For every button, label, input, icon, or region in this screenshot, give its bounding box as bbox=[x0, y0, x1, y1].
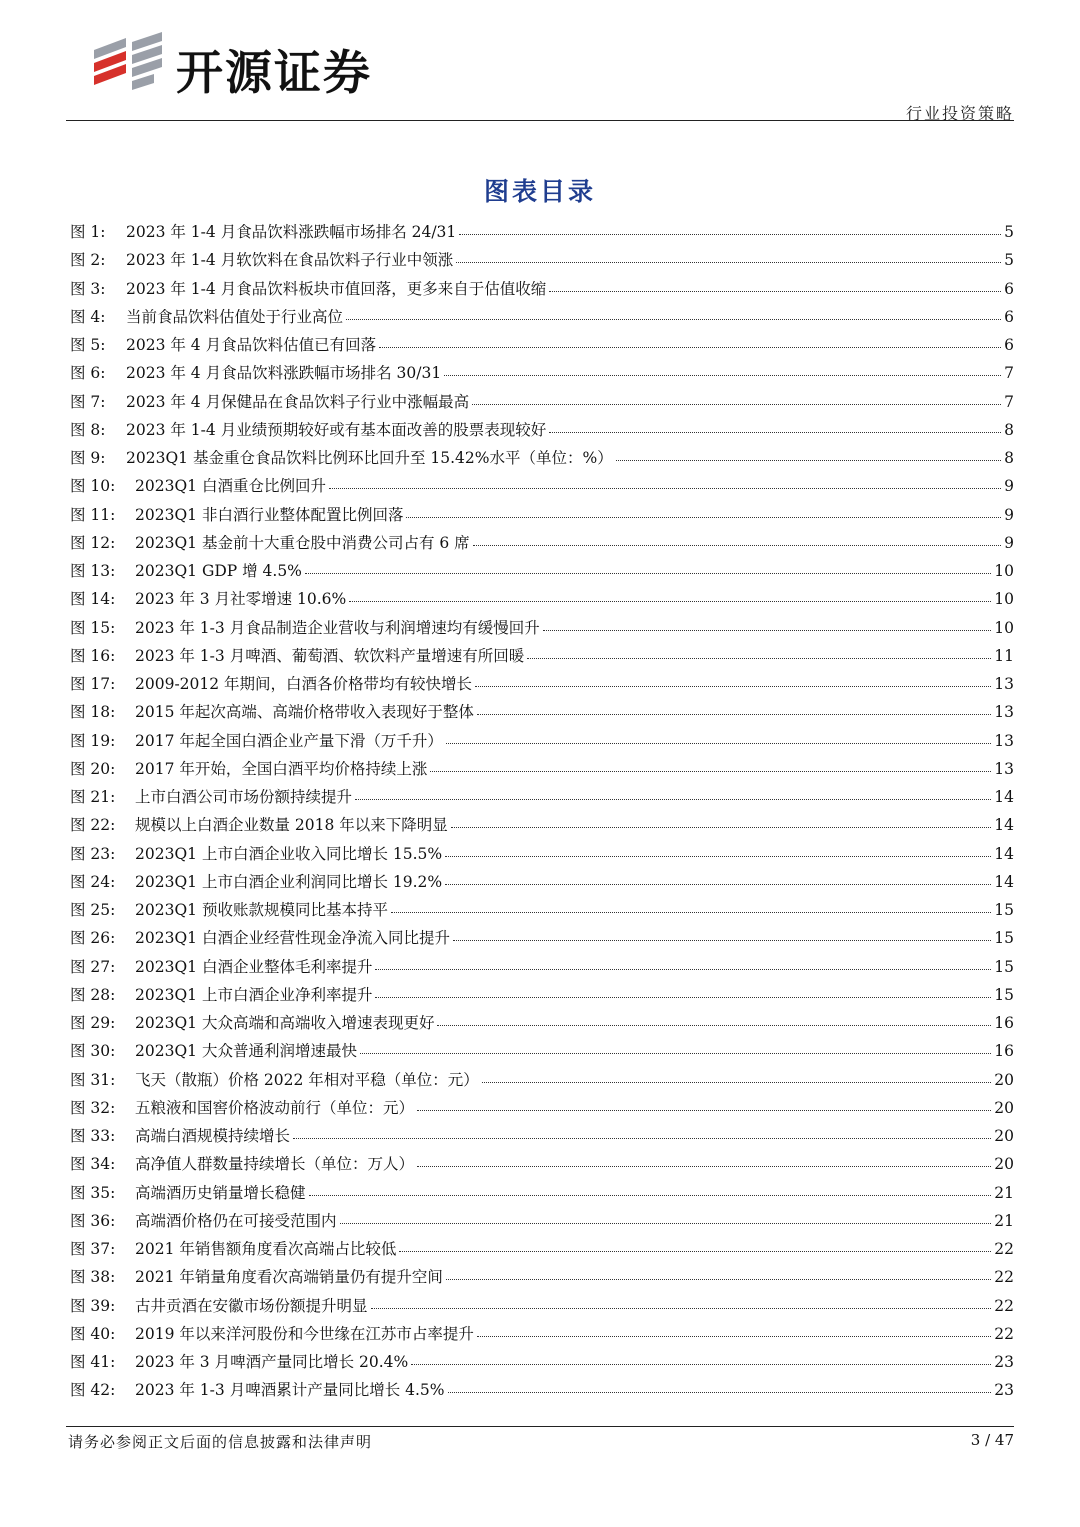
toc-item-leader bbox=[527, 648, 991, 659]
toc-item[interactable] bbox=[70, 981, 1014, 1009]
toc-item-leader bbox=[309, 1185, 992, 1196]
toc-item-text: 2023 年 4 月食品饮料涨跌幅市场排名 30/31 bbox=[126, 364, 442, 383]
toc-item-label: 图 21: bbox=[70, 788, 116, 806]
toc-item-leader bbox=[406, 507, 1001, 518]
toc-item-text: 飞天（散瓶）价格 2022 年相对平稳（单位：元） bbox=[135, 1070, 479, 1089]
toc-item-label: 图 39: bbox=[70, 1296, 116, 1315]
brand-logo bbox=[88, 32, 428, 101]
toc-item-page: 16 bbox=[994, 1014, 1014, 1032]
toc-item-leader bbox=[448, 1382, 992, 1393]
toc-item-label: 图 28: bbox=[70, 985, 116, 1004]
toc-item-page: 20 bbox=[994, 1098, 1014, 1117]
toc-item-label: 图 25: bbox=[70, 901, 116, 919]
toc-item-label: 图 9: bbox=[70, 449, 106, 467]
toc-item-label: 图 37: bbox=[70, 1240, 116, 1258]
toc-item-leader bbox=[616, 450, 1001, 461]
toc-item-label: 图 3: bbox=[70, 279, 106, 298]
toc-item-label: 图 11: bbox=[70, 505, 116, 524]
toc-list bbox=[70, 218, 1014, 1405]
toc-item-page: 14 bbox=[994, 788, 1014, 806]
toc-item-label: 图 38: bbox=[70, 1268, 116, 1287]
toc-item-label: 图 32: bbox=[70, 1098, 116, 1117]
toc-item-label: 图 14: bbox=[70, 590, 116, 609]
toc-item-page: 14 bbox=[994, 872, 1014, 891]
toc-item[interactable] bbox=[70, 501, 1014, 529]
toc-item[interactable] bbox=[70, 1122, 1014, 1150]
toc-item-leader bbox=[475, 676, 991, 687]
toc-item-label: 图 1: bbox=[70, 223, 106, 241]
toc-item-leader bbox=[355, 789, 991, 800]
toc-item-label: 图 2: bbox=[70, 251, 106, 270]
toc-item-text: 上市白酒公司市场份额持续提升 bbox=[135, 788, 353, 806]
toc-item-text: 2023 年 4 月食品饮料估值已有回落 bbox=[126, 336, 377, 354]
toc-item-page: 15 bbox=[994, 985, 1014, 1004]
toc-item-label: 图 20: bbox=[70, 759, 116, 778]
toc-item-label: 图 24: bbox=[70, 872, 116, 891]
toc-item-label: 图 36: bbox=[70, 1211, 116, 1230]
toc-item-text: 2023Q1 上市白酒企业净利率提升 bbox=[135, 985, 373, 1004]
toc-item[interactable] bbox=[70, 218, 1014, 246]
toc-item-page: 13 bbox=[994, 703, 1014, 722]
toc-item-text: 2021 年销量角度看次高端销量仍有提升空间 bbox=[135, 1268, 443, 1287]
header-divider bbox=[66, 120, 1014, 121]
toc-item-leader bbox=[399, 1241, 991, 1252]
toc-item-leader bbox=[340, 1213, 992, 1224]
toc-item[interactable] bbox=[70, 359, 1014, 387]
toc-item-page: 9 bbox=[1004, 533, 1014, 552]
toc-item[interactable] bbox=[70, 472, 1014, 500]
toc-item-label: 图 18: bbox=[70, 703, 116, 722]
toc-item[interactable] bbox=[70, 1066, 1014, 1094]
toc-item-label: 图 19: bbox=[70, 731, 116, 750]
toc-item[interactable] bbox=[70, 1150, 1014, 1178]
toc-item-label: 图 35: bbox=[70, 1183, 116, 1202]
toc-item-text: 古井贡酒在安徽市场份额提升明显 bbox=[135, 1296, 368, 1315]
page-number: 3 / 47 bbox=[970, 1431, 1014, 1449]
toc-item-leader bbox=[375, 987, 991, 998]
toc-item-page: 7 bbox=[1004, 392, 1014, 411]
toc-item-page: 6 bbox=[1004, 336, 1014, 354]
toc-item-text: 2023Q1 大众高端和高端收入增速表现更好 bbox=[135, 1014, 435, 1032]
toc-item-text: 2023 年 1-3 月啤酒累计产量同比增长 4.5% bbox=[135, 1381, 445, 1400]
toc-item-label: 图 10: bbox=[70, 477, 116, 496]
toc-item-text: 2017 年开始，全国白酒平均价格持续上涨 bbox=[135, 759, 428, 778]
toc-item-label: 图 26: bbox=[70, 929, 116, 948]
toc-item-text: 2023 年 3 月啤酒产量同比增长 20.4% bbox=[135, 1353, 409, 1371]
toc-item[interactable] bbox=[70, 614, 1014, 642]
toc-item-leader bbox=[482, 1072, 991, 1083]
toc-item-label: 图 17: bbox=[70, 675, 116, 693]
toc-item-label: 图 22: bbox=[70, 816, 116, 835]
toc-item-page: 9 bbox=[1004, 505, 1014, 524]
toc-item-text: 2023 年 1-3 月啤酒、葡萄酒、软饮料产量增速有所回暖 bbox=[135, 646, 525, 665]
footer-divider bbox=[66, 1426, 1014, 1427]
brand-name: 开源证券 bbox=[176, 46, 372, 101]
toc-item-text: 2023 年 3 月社零增速 10.6% bbox=[135, 590, 347, 609]
toc-item[interactable] bbox=[70, 1009, 1014, 1037]
toc-item-page: 23 bbox=[994, 1353, 1014, 1371]
toc-item-label: 图 15: bbox=[70, 618, 116, 637]
toc-item-leader bbox=[417, 1100, 991, 1111]
toc-item[interactable] bbox=[70, 670, 1014, 698]
toc-item[interactable] bbox=[70, 1376, 1014, 1404]
toc-item[interactable] bbox=[70, 1263, 1014, 1291]
report-category: 行业投资策略 bbox=[905, 104, 1014, 123]
toc-item-text: 2023Q1 白酒重仓比例回升 bbox=[135, 477, 326, 496]
toc-item[interactable] bbox=[70, 529, 1014, 557]
toc-item[interactable] bbox=[70, 1207, 1014, 1235]
toc-item[interactable] bbox=[70, 557, 1014, 585]
toc-item-text: 2023Q1 上市白酒企业利润同比增长 19.2% bbox=[135, 872, 443, 891]
toc-item-text: 2023Q1 白酒企业整体毛利率提升 bbox=[135, 957, 373, 976]
toc-item-leader bbox=[477, 1326, 991, 1337]
toc-item-leader bbox=[549, 422, 1001, 433]
toc-item-page: 10 bbox=[994, 618, 1014, 637]
toc-item-leader bbox=[453, 930, 991, 941]
toc-item-label: 图 30: bbox=[70, 1042, 116, 1061]
toc-item-text: 2023 年 1-4 月食品饮料涨跌幅市场排名 24/31 bbox=[126, 223, 457, 241]
toc-item-text: 2023 年 4 月保健品在食品饮料子行业中涨幅最高 bbox=[126, 392, 470, 411]
toc-item-page: 21 bbox=[994, 1211, 1014, 1230]
toc-item-page: 20 bbox=[994, 1155, 1014, 1174]
toc-item-text: 2023Q1 GDP 增 4.5% bbox=[135, 562, 302, 580]
toc-item-leader bbox=[543, 620, 992, 631]
toc-item-page: 10 bbox=[994, 590, 1014, 609]
toc-item-leader bbox=[346, 309, 1001, 320]
toc-item-page: 15 bbox=[994, 929, 1014, 948]
toc-item-leader bbox=[375, 959, 991, 970]
toc-item-text: 2023Q1 预收账款规模同比基本持平 bbox=[135, 901, 388, 919]
toc-item[interactable] bbox=[70, 755, 1014, 783]
footer-disclaimer: 请务必参阅正文后面的信息披露和法律声明 bbox=[68, 1433, 373, 1451]
toc-item-leader bbox=[293, 1128, 991, 1139]
toc-item[interactable] bbox=[70, 868, 1014, 896]
toc-item-leader bbox=[379, 337, 1001, 348]
toc-item-page: 13 bbox=[994, 731, 1014, 750]
toc-item-label: 图 8: bbox=[70, 420, 106, 439]
toc-item[interactable] bbox=[70, 1179, 1014, 1207]
toc-item-label: 图 16: bbox=[70, 646, 116, 665]
toc-item-leader bbox=[451, 817, 991, 828]
toc-item-label: 图 12: bbox=[70, 533, 116, 552]
toc-item[interactable] bbox=[70, 1348, 1014, 1376]
toc-item-page: 8 bbox=[1004, 420, 1014, 439]
toc-item-page: 22 bbox=[994, 1268, 1014, 1287]
toc-item[interactable] bbox=[70, 1094, 1014, 1122]
toc-item-label: 图 29: bbox=[70, 1014, 116, 1032]
toc-item-label: 图 13: bbox=[70, 562, 116, 580]
toc-item-text: 2009-2012 年期间，白酒各价格带均有较快增长 bbox=[135, 675, 473, 693]
toc-item-leader bbox=[444, 365, 1001, 376]
toc-item-leader bbox=[349, 591, 991, 602]
toc-item-label: 图 40: bbox=[70, 1324, 116, 1343]
toc-item-label: 图 4: bbox=[70, 307, 106, 326]
toc-item-leader bbox=[430, 761, 991, 772]
toc-item[interactable] bbox=[70, 331, 1014, 359]
toc-item-label: 图 23: bbox=[70, 844, 116, 863]
toc-item-leader bbox=[305, 563, 991, 574]
toc-item-leader bbox=[446, 733, 991, 744]
toc-item-page: 13 bbox=[994, 675, 1014, 693]
toc-item[interactable] bbox=[70, 275, 1014, 303]
toc-item-label: 图 6: bbox=[70, 364, 106, 383]
page-header bbox=[0, 0, 1080, 125]
toc-item[interactable] bbox=[70, 896, 1014, 924]
toc-item-text: 2017 年起全国白酒企业产量下滑（万千升） bbox=[135, 731, 443, 750]
toc-item-label: 图 42: bbox=[70, 1381, 116, 1400]
toc-item-leader bbox=[329, 478, 1001, 489]
toc-item-leader bbox=[445, 846, 991, 857]
toc-item[interactable] bbox=[70, 953, 1014, 981]
toc-item-text: 2023Q1 基金重仓食品饮料比例环比回升至 15.42%水平（单位：%） bbox=[126, 449, 613, 467]
toc-item[interactable] bbox=[70, 783, 1014, 811]
toc-item-leader bbox=[456, 252, 1001, 263]
toc-item-text: 高净值人群数量持续增长（单位：万人） bbox=[135, 1155, 415, 1174]
toc-item-text: 高端白酒规模持续增长 bbox=[135, 1127, 291, 1145]
toc-item-leader bbox=[459, 224, 1001, 235]
toc-item-label: 图 33: bbox=[70, 1127, 116, 1145]
toc-item-leader bbox=[371, 1298, 992, 1309]
toc-item[interactable] bbox=[70, 1235, 1014, 1263]
toc-item[interactable] bbox=[70, 642, 1014, 670]
toc-item[interactable] bbox=[70, 388, 1014, 416]
toc-item-text: 2023Q1 上市白酒企业收入同比增长 15.5% bbox=[135, 844, 443, 863]
toc-item-page: 15 bbox=[994, 901, 1014, 919]
toc-item-page: 8 bbox=[1004, 449, 1014, 467]
toc-item-page: 22 bbox=[994, 1296, 1014, 1315]
toc-item-text: 2023 年 1-4 月业绩预期较好或有基本面改善的股票表现较好 bbox=[126, 420, 547, 439]
toc-item-leader bbox=[360, 1043, 991, 1054]
toc-item-text: 五粮液和国窖价格波动前行（单位：元） bbox=[135, 1098, 415, 1117]
toc-item-page: 9 bbox=[1004, 477, 1014, 496]
toc-item[interactable] bbox=[70, 811, 1014, 839]
toc-item-leader bbox=[549, 281, 1001, 292]
toc-item-text: 2019 年以来洋河股份和今世缘在江苏市占率提升 bbox=[135, 1324, 474, 1343]
toc-item-leader bbox=[391, 902, 991, 913]
toc-item-text: 2023 年 1-4 月食品饮料板块市值回落，更多来自于估值收缩 bbox=[126, 279, 547, 298]
toc-item-page: 15 bbox=[994, 957, 1014, 976]
toc-item-leader bbox=[477, 704, 991, 715]
toc-item-label: 图 27: bbox=[70, 957, 116, 976]
toc-item-text: 2015 年起次高端、高端价格带收入表现好于整体 bbox=[135, 703, 474, 722]
toc-item-label: 图 34: bbox=[70, 1155, 116, 1174]
toc-item-text: 2023 年 1-4 月软饮料在食品饮料子行业中领涨 bbox=[126, 251, 454, 270]
toc-item[interactable] bbox=[70, 727, 1014, 755]
toc-item-text: 2023Q1 基金前十大重仓股中消费公司占有 6 席 bbox=[135, 533, 470, 552]
toc-item-page: 11 bbox=[994, 646, 1014, 665]
toc-item-page: 10 bbox=[994, 562, 1014, 580]
toc-item-page: 5 bbox=[1004, 251, 1014, 270]
toc-item-leader bbox=[417, 1156, 991, 1167]
toc-item-page: 20 bbox=[994, 1070, 1014, 1089]
toc-title: 图表目录 bbox=[483, 177, 596, 206]
toc-item-page: 5 bbox=[1004, 223, 1014, 241]
toc-item-leader bbox=[411, 1354, 991, 1365]
toc-item-page: 13 bbox=[994, 759, 1014, 778]
toc-item-leader bbox=[446, 1269, 991, 1280]
toc-item[interactable] bbox=[70, 1037, 1014, 1065]
toc-item-leader bbox=[472, 394, 1001, 405]
toc-item-text: 高端酒价格仍在可接受范围内 bbox=[135, 1211, 337, 1230]
toc-item-text: 2023 年 1-3 月食品制造企业营收与利润增速均有缓慢回升 bbox=[135, 618, 540, 637]
toc-item-page: 22 bbox=[994, 1240, 1014, 1258]
toc-item-text: 规模以上白酒企业数量 2018 年以来下降明显 bbox=[135, 816, 448, 835]
toc-item[interactable] bbox=[70, 585, 1014, 613]
toc-item-leader bbox=[445, 874, 991, 885]
toc-item-page: 14 bbox=[994, 816, 1014, 835]
toc-item[interactable] bbox=[70, 303, 1014, 331]
toc-item-page: 22 bbox=[994, 1324, 1014, 1343]
toc-item[interactable] bbox=[70, 444, 1014, 472]
toc-item-text: 当前食品饮料估值处于行业高位 bbox=[126, 307, 344, 326]
brand-logo-icon bbox=[88, 32, 168, 98]
toc-item[interactable] bbox=[70, 1292, 1014, 1320]
toc-item[interactable] bbox=[70, 840, 1014, 868]
toc-item-page: 21 bbox=[994, 1183, 1014, 1202]
toc-item[interactable] bbox=[70, 416, 1014, 444]
toc-item-label: 图 7: bbox=[70, 392, 106, 411]
toc-item-text: 2021 年销售额角度看次高端占比较低 bbox=[135, 1240, 397, 1258]
toc-item[interactable] bbox=[70, 924, 1014, 952]
toc-item-label: 图 31: bbox=[70, 1070, 116, 1089]
toc-item-page: 6 bbox=[1004, 279, 1014, 298]
toc-item-page: 16 bbox=[994, 1042, 1014, 1061]
toc-item[interactable] bbox=[70, 1320, 1014, 1348]
toc-item-text: 高端酒历史销量增长稳健 bbox=[135, 1183, 306, 1202]
toc-item[interactable] bbox=[70, 698, 1014, 726]
toc-item[interactable] bbox=[70, 246, 1014, 274]
toc-item-page: 20 bbox=[994, 1127, 1014, 1145]
toc-item-label: 图 5: bbox=[70, 336, 106, 354]
toc-item-text: 2023Q1 白酒企业经营性现金净流入同比提升 bbox=[135, 929, 450, 948]
toc-item-label: 图 41: bbox=[70, 1353, 116, 1371]
toc-item-page: 7 bbox=[1004, 364, 1014, 383]
toc-item-leader bbox=[473, 535, 1001, 546]
toc-item-page: 23 bbox=[994, 1381, 1014, 1400]
toc-item-text: 2023Q1 非白酒行业整体配置比例回落 bbox=[135, 505, 404, 524]
toc-item-page: 6 bbox=[1004, 307, 1014, 326]
toc-item-text: 2023Q1 大众普通利润增速最快 bbox=[135, 1042, 357, 1061]
toc-item-leader bbox=[437, 1015, 991, 1026]
toc-item-page: 14 bbox=[994, 844, 1014, 863]
